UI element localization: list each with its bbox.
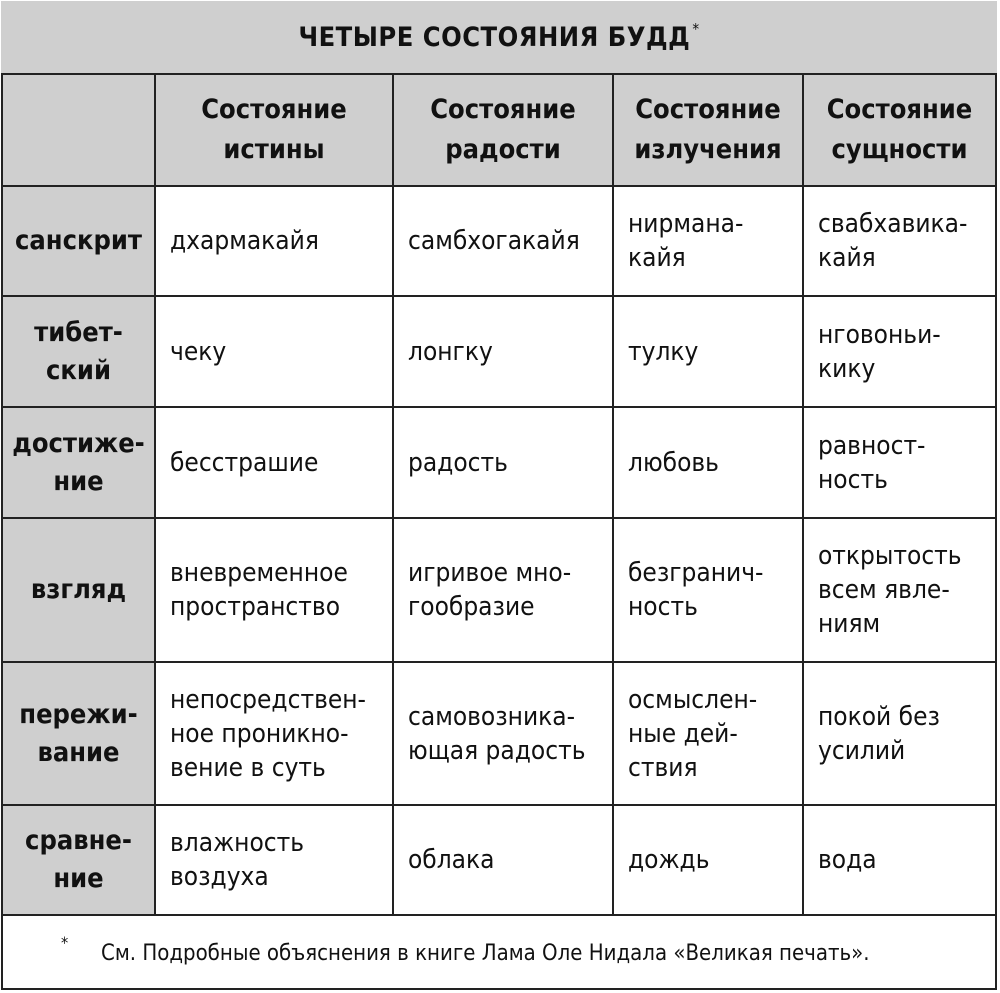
table-cell: радость — [393, 407, 613, 518]
table-cell: вневременное пространство — [155, 518, 393, 662]
table-cell: нирмана- кайя — [613, 186, 803, 296]
footnote-text: См. Подробные объяснения в книге Лама Оле Нидала «Великая печать». — [101, 941, 870, 966]
table-row — [3, 186, 995, 296]
header-row — [3, 75, 995, 186]
table-row — [3, 296, 995, 407]
table-title — [1, 1, 997, 75]
title-text: ЧЕТЫРЕ СОСТОЯНИЯ БУДД — [298, 21, 691, 53]
column-header-truth: Состояние истины — [155, 75, 393, 186]
table-cell: нговоньи- кику — [803, 296, 995, 407]
row-header-comparison: сравне- ние — [3, 805, 155, 915]
row-header-attainment: достиже- ние — [3, 407, 155, 518]
table-cell: влажность воздуха — [155, 805, 393, 915]
table-cell: дхармакайя — [155, 186, 393, 296]
row-header-sanskrit: санскрит — [3, 186, 155, 296]
table-cell: тулку — [613, 296, 803, 407]
table-cell: дождь — [613, 805, 803, 915]
column-header-essence: Состояние сущности — [803, 75, 995, 186]
column-header-joy: Состояние радости — [393, 75, 613, 186]
table-cell: бесстрашие — [155, 407, 393, 518]
table-row — [3, 662, 995, 805]
column-header-radiance: Состояние излучения — [613, 75, 803, 186]
row-header-tibetan: тибет- ский — [3, 296, 155, 407]
buddha-states-table — [3, 75, 995, 916]
footnote-mark: * — [61, 933, 69, 952]
table-cell: осмыслен- ные дей- ствия — [613, 662, 803, 805]
table-cell: облака — [393, 805, 613, 915]
table-row — [3, 407, 995, 518]
table-cell: самовозника- ющая радость — [393, 662, 613, 805]
table-cell: любовь — [613, 407, 803, 518]
table-cell: свабхавика- кайя — [803, 186, 995, 296]
table-cell: лонгку — [393, 296, 613, 407]
table-cell: чеку — [155, 296, 393, 407]
footnote — [3, 913, 995, 989]
table-row — [3, 805, 995, 915]
table-row — [3, 518, 995, 662]
table-cell: открытость всем явле- ниям — [803, 518, 995, 662]
table-cell: непосредствен- ное проникно- вение в суть — [155, 662, 393, 805]
row-header-view: взгляд — [3, 518, 155, 662]
row-header-experience: пережи- вание — [3, 662, 155, 805]
title-footnote-mark: * — [692, 20, 700, 38]
table-cell: равност- ность — [803, 407, 995, 518]
table-cell: игривое мно- гообразие — [393, 518, 613, 662]
table-cell: вода — [803, 805, 995, 915]
table-cell: покой без усилий — [803, 662, 995, 805]
corner-cell — [3, 75, 155, 186]
table-cell: самбхогакайя — [393, 186, 613, 296]
table-cell: безгранич- ность — [613, 518, 803, 662]
